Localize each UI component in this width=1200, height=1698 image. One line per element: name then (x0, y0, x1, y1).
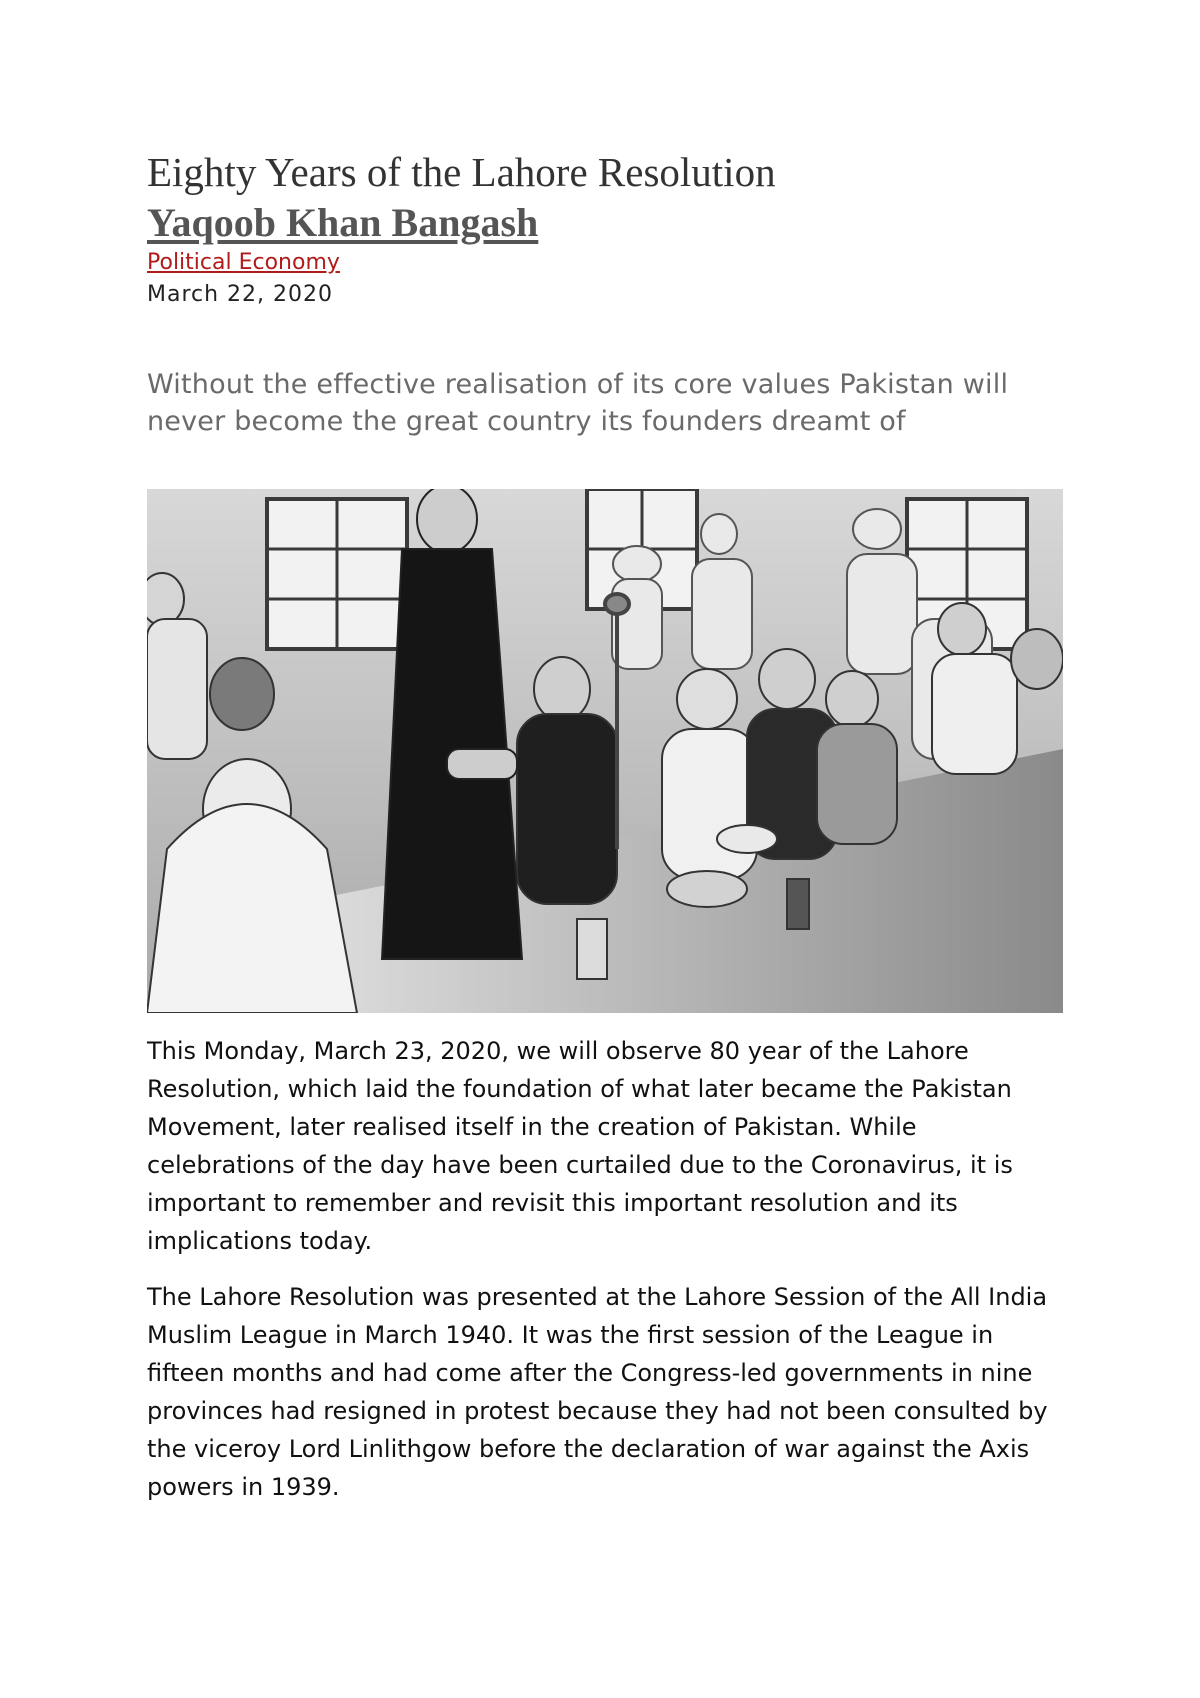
historical-photo-image (147, 489, 1063, 1013)
article-title: Eighty Years of the Lahore Resolution (147, 149, 776, 195)
article-paragraph: This Monday, March 23, 2020, we will observe 80 year of the Lahore Resolution, which laid the foundation of what later became the Pakistan Movement, later realised itself in the creation of Pakistan. While celebrations of the day have been curtailed due to the Coronavirus, it is important to remember and revisit this important resolution and its implications today. (147, 1037, 1013, 1255)
article-standfirst: Without the effective realisation of its core values Pakistan will never become the great country its founders dreamt of (147, 369, 1009, 437)
article-photo (147, 489, 1063, 1013)
publish-date: March 22, 2020 (147, 282, 334, 307)
article-paragraph: The Lahore Resolution was presented at the Lahore Session of the All India Muslim League in March 1940. It was the first session of the League in fifteen months and had come after the Congress-led governments in nine provinces had resigned in protest because they had not been consulted by the viceroy Lord Linlithgow before the declaration of war against the Axis powers in 1939. (147, 1283, 1048, 1501)
author-link[interactable]: Yaqoob Khan Bangash (147, 200, 539, 245)
category-link[interactable]: Political Economy (147, 250, 340, 275)
